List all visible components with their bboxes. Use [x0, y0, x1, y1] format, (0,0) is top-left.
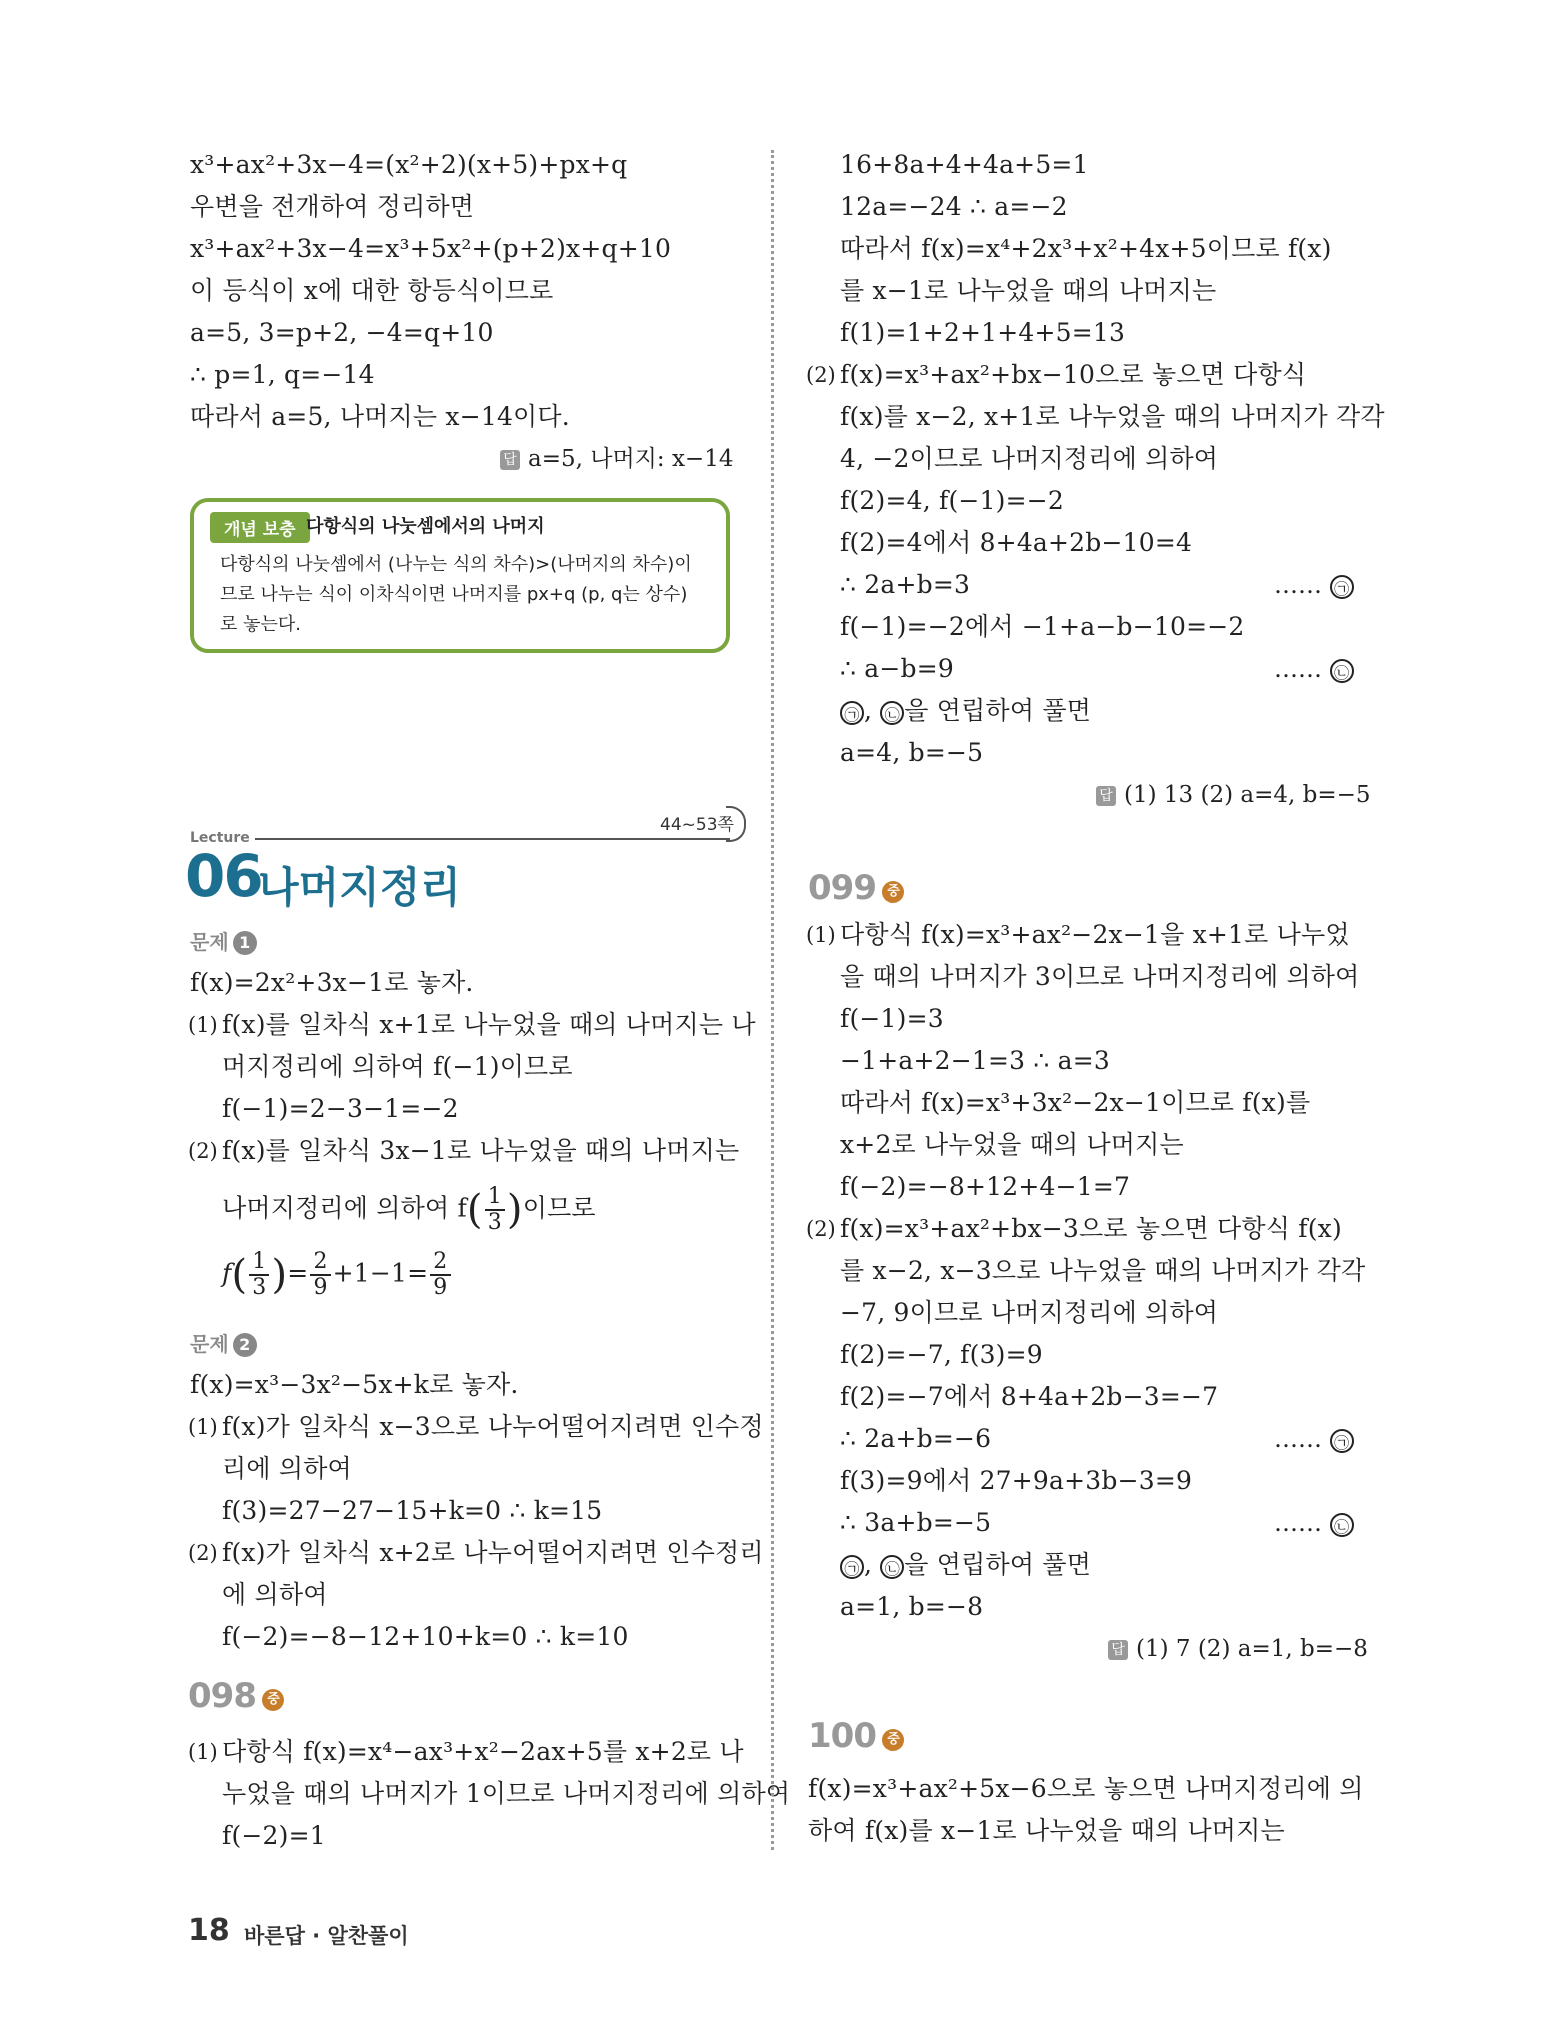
q1-line-2: f(x)를 일차식 x+1로 나누었을 때의 나머지는 나 — [222, 1010, 756, 1039]
rt-line-7: f(x)를 x−2, x+1로 나누었을 때의 나머지가 각각 — [840, 402, 1385, 431]
p099-line-3: f(−1)=3 — [840, 1004, 944, 1033]
answer-icon: 답 — [500, 450, 520, 470]
problem-098-number — [188, 1676, 284, 1716]
comma: , — [864, 696, 881, 725]
q2-label-text: 문제 — [190, 1332, 229, 1356]
level-badge: 중 — [262, 1689, 284, 1711]
lt-answer-text: a=5, 나머지: x−14 — [528, 446, 734, 472]
circled-nieun-2: ㉡ — [880, 701, 904, 725]
p099-answer — [1108, 1634, 1368, 1664]
rt-mark-2 — [1274, 654, 1354, 684]
paren-left-2: ( — [231, 1252, 248, 1298]
circled-giyeok-4: ㉠ — [840, 1555, 864, 1579]
circled-giyeok: ㉠ — [1330, 575, 1354, 599]
q1-line-3: 머지정리에 의하여 f(−1)이므로 — [222, 1052, 573, 1081]
q1-label-text: 문제 — [190, 930, 229, 954]
concept-title: 다항식의 나눗셈에서의 나머지 — [306, 516, 545, 537]
q2-line-7: f(−2)=−8−12+10+k=0 ∴ k=10 — [222, 1622, 629, 1651]
frac3-den: 9 — [433, 1275, 448, 1300]
level-badge-100: 중 — [882, 1729, 904, 1751]
lecture-number: 06 — [185, 842, 262, 910]
frac3-num: 2 — [430, 1250, 450, 1276]
fraction-one-third-2 — [249, 1250, 269, 1300]
concept-box — [190, 498, 730, 653]
p098-line-1: 다항식 f(x)=x⁴−ax³+x²−2ax+5를 x+2로 나 — [222, 1737, 744, 1766]
q2-line-3: 리에 의하여 — [222, 1454, 352, 1483]
page-number: 18 — [188, 1913, 230, 1948]
paren-left: ( — [466, 1187, 483, 1233]
q2-label — [190, 1328, 257, 1357]
p099-line-8: f(x)=x³+ax²+bx−3으로 놓으면 다항식 f(x) — [840, 1214, 1342, 1243]
q1-r2: (2) — [188, 1139, 218, 1163]
frac-den-2: 3 — [252, 1275, 267, 1300]
rt-line-12: f(−1)=−2에서 −1+a−b−10=−2 — [840, 612, 1245, 641]
lt-line-1: x³+ax²+3x−4=(x²+2)(x+5)+px+q — [190, 150, 628, 179]
lt-line-6: ∴ p=1, q=−14 — [190, 360, 375, 389]
circled-nieun-3: ㉡ — [1330, 1513, 1354, 1537]
q1-line-6 — [222, 1185, 596, 1235]
paren-right-2: ) — [271, 1252, 288, 1298]
q1-line-7b: +1−1= — [332, 1258, 429, 1288]
rt-answer-text: (1) 13 (2) a=4, b=−5 — [1124, 782, 1371, 808]
q1-eq: = — [287, 1258, 309, 1288]
problem-099-number — [808, 868, 904, 908]
p100-line-1: f(x)=x³+ax²+5x−6으로 놓으면 나머지정리에 의 — [808, 1774, 1364, 1803]
q2-line-4: f(3)=27−27−15+k=0 ∴ k=15 — [222, 1496, 603, 1525]
lecture-word: Lecture — [190, 830, 250, 846]
p099-answer-text: (1) 7 (2) a=1, b=−8 — [1136, 1636, 1368, 1662]
concept-body-1: 다항식의 나눗셈에서 (나누는 식의 차수)>(나머지의 차수)이 — [220, 554, 692, 575]
lt-line-2: 우변을 전개하여 정리하면 — [190, 192, 475, 221]
problem-098-num-text: 098 — [188, 1676, 256, 1716]
p098-line-2: 누었을 때의 나머지가 1이므로 나머지정리에 의하여 — [222, 1779, 791, 1808]
p099-line-11: f(2)=−7, f(3)=9 — [840, 1340, 1043, 1369]
lecture-page-range: 44~53쪽 — [660, 815, 734, 835]
q1-line-6a: 나머지정리에 의하여 f — [222, 1193, 467, 1223]
frac-den: 3 — [487, 1210, 502, 1235]
p099-mark-2 — [1274, 1508, 1354, 1538]
circled-nieun: ㉡ — [1330, 659, 1354, 683]
fraction-two-ninths-2 — [430, 1250, 450, 1300]
p099-line-1: 다항식 f(x)=x³+ax²−2x−1을 x+1로 나누었 — [840, 920, 1350, 949]
lt-line-7: 따라서 a=5, 나머지는 x−14이다. — [190, 402, 570, 431]
p099-line-14: f(3)=9에서 27+9a+3b−3=9 — [840, 1466, 1193, 1495]
p099-line-12: f(2)=−7에서 8+4a+2b−3=−7 — [840, 1382, 1219, 1411]
dots-2: …… — [1274, 655, 1322, 683]
rt-line-14-text: 을 연립하여 풀면 — [904, 696, 1092, 725]
lecture-title: 나머지정리 — [258, 863, 461, 912]
p099-line-13: ∴ 2a+b=−6 — [840, 1424, 992, 1453]
rt-line-9: f(2)=4, f(−1)=−2 — [840, 486, 1065, 515]
level-badge-099: 중 — [882, 881, 904, 903]
rt-answer — [1096, 780, 1371, 810]
q2-line-6: 에 의하여 — [222, 1580, 328, 1609]
rt-line-1: 16+8a+4+4a+5=1 — [840, 150, 1089, 179]
q1-line-4: f(−1)=2−3−1=−2 — [222, 1094, 459, 1123]
p099-line-16-text: 을 연립하여 풀면 — [904, 1550, 1092, 1579]
p099-line-6: x+2로 나누었을 때의 나머지는 — [840, 1130, 1184, 1159]
p099-line-4: −1+a+2−1=3 ∴ a=3 — [840, 1046, 1111, 1075]
p099-line-5: 따라서 f(x)=x³+3x²−2x−1이므로 f(x)를 — [840, 1088, 1311, 1117]
circled-giyeok-3: ㉠ — [1330, 1429, 1354, 1453]
rt-line-6: f(x)=x³+ax²+bx−10으로 놓으면 다항식 — [840, 360, 1307, 389]
q2-number: 2 — [233, 1333, 257, 1357]
p098-line-3: f(−2)=1 — [222, 1821, 326, 1850]
rt-line-15: a=4, b=−5 — [840, 738, 984, 767]
q1-line-5: f(x)를 일차식 3x−1로 나누었을 때의 나머지는 — [222, 1136, 740, 1165]
rt-line-3: 따라서 f(x)=x⁴+2x³+x²+4x+5이므로 f(x) — [840, 234, 1332, 263]
q1-line-6b: 이므로 — [522, 1193, 596, 1223]
answer-icon-2: 답 — [1096, 786, 1116, 806]
fraction-two-ninths — [310, 1250, 330, 1300]
q1-line-1: f(x)=2x²+3x−1로 놓자. — [190, 968, 474, 997]
q1-line-7 — [222, 1250, 453, 1300]
frac2-num: 2 — [310, 1250, 330, 1276]
p099-line-9: 를 x−2, x−3으로 나누었을 때의 나머지가 각각 — [840, 1256, 1366, 1285]
problem-100-num-text: 100 — [808, 1716, 876, 1756]
lt-line-5: a=5, 3=p+2, −4=q+10 — [190, 318, 494, 347]
frac-num: 1 — [485, 1185, 505, 1211]
rt-line-8: 4, −2이므로 나머지정리에 의하여 — [840, 444, 1219, 473]
p099-line-10: −7, 9이므로 나머지정리에 의하여 — [840, 1298, 1219, 1327]
concept-body-2: 므로 나누는 식이 이차식이면 나머지를 px+q (p, q는 상수) — [220, 584, 688, 605]
lecture-hook — [726, 806, 746, 842]
circled-nieun-4: ㉡ — [880, 1555, 904, 1579]
q2-line-5: f(x)가 일차식 x+2로 나누어떨어지려면 인수정리 — [222, 1538, 764, 1567]
rt-line-11: ∴ 2a+b=3 — [840, 570, 971, 599]
comma-2: , — [864, 1550, 881, 1579]
p099-line-7: f(−2)=−8+12+4−1=7 — [840, 1172, 1131, 1201]
p099-line-17: a=1, b=−8 — [840, 1592, 984, 1621]
p099-line-16 — [840, 1550, 1091, 1580]
problem-099-num-text: 099 — [808, 868, 876, 908]
footer-title: 바른답 · 알찬풀이 — [244, 1924, 409, 1948]
concept-tag: 개념 보충 — [210, 512, 310, 543]
lecture-rule — [255, 838, 730, 840]
problem-100-number — [808, 1716, 904, 1756]
p099-mark-1 — [1274, 1424, 1354, 1454]
column-divider — [771, 150, 774, 1850]
fraction-one-third — [485, 1185, 505, 1235]
q1-line-7a: f — [222, 1258, 232, 1288]
paren-right: ) — [506, 1187, 523, 1233]
rt-line-2: 12a=−24 ∴ a=−2 — [840, 192, 1068, 221]
rt-line-5: f(1)=1+2+1+4+5=13 — [840, 318, 1126, 347]
q2-r1: (1) — [188, 1415, 218, 1439]
p099-r1: (1) — [806, 923, 836, 947]
frac-num-2: 1 — [249, 1250, 269, 1276]
p099-line-2: 을 때의 나머지가 3이므로 나머지정리에 의하여 — [840, 962, 1360, 991]
lt-line-4: 이 등식이 x에 대한 항등식이므로 — [190, 276, 554, 305]
dots-3: …… — [1274, 1425, 1322, 1453]
p098-r1: (1) — [188, 1740, 218, 1764]
p100-line-2: 하여 f(x)를 x−1로 나누었을 때의 나머지는 — [808, 1816, 1285, 1845]
rt-line-13: ∴ a−b=9 — [840, 654, 954, 683]
dots: …… — [1274, 571, 1322, 599]
rt-line-4: 를 x−1로 나누었을 때의 나머지는 — [840, 276, 1217, 305]
lt-line-3: x³+ax²+3x−4=x³+5x²+(p+2)x+q+10 — [190, 234, 672, 263]
circled-giyeok-2: ㉠ — [840, 701, 864, 725]
p099-line-15: ∴ 3a+b=−5 — [840, 1508, 992, 1537]
rt-line-14 — [840, 696, 1091, 726]
rt-line-10: f(2)=4에서 8+4a+2b−10=4 — [840, 528, 1193, 557]
rt-r2: (2) — [806, 363, 836, 387]
q2-line-1: f(x)=x³−3x²−5x+k로 놓자. — [190, 1370, 519, 1399]
dots-4: …… — [1274, 1509, 1322, 1537]
frac2-den: 9 — [313, 1275, 328, 1300]
q2-line-2: f(x)가 일차식 x−3으로 나누어떨어지려면 인수정 — [222, 1412, 764, 1441]
lt-answer — [500, 444, 733, 474]
rt-mark-1 — [1274, 570, 1354, 600]
q2-r2: (2) — [188, 1541, 218, 1565]
q1-number: 1 — [233, 931, 257, 955]
concept-body-3: 로 놓는다. — [220, 614, 301, 635]
q1-label — [190, 926, 257, 955]
answer-icon-3: 답 — [1108, 1640, 1128, 1660]
q1-r1: (1) — [188, 1013, 218, 1037]
p099-r2: (2) — [806, 1217, 836, 1241]
